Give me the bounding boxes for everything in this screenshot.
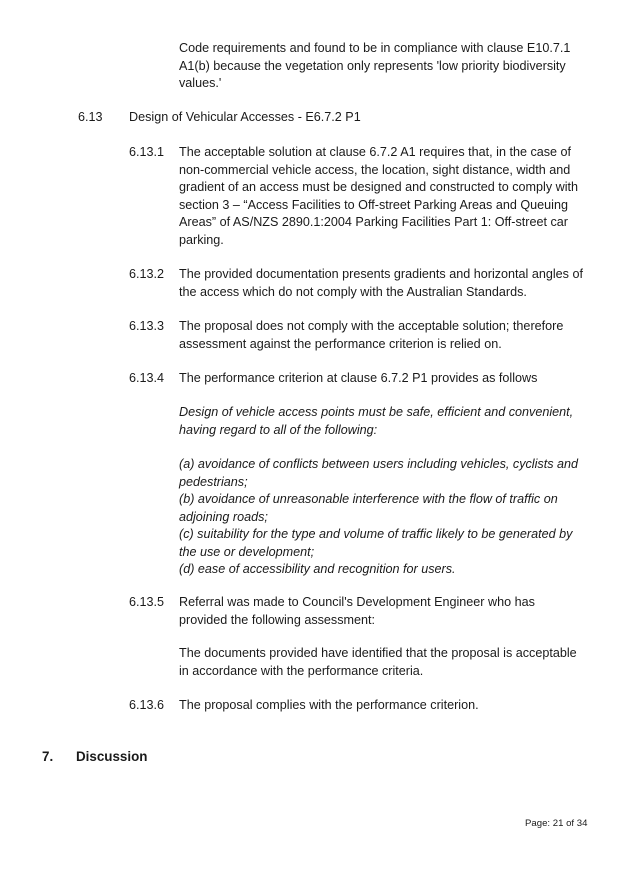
item-number-6-13-2: 6.13.2 [129, 267, 165, 281]
quote-list [179, 456, 583, 579]
section-number: 6.13 [78, 110, 103, 124]
item-number-6-13-1: 6.13.1 [129, 145, 165, 159]
quote-item-b: (b) avoidance of unreasonable interference with the flow of traffic on adjoining roads; [179, 492, 558, 524]
quote-intro: Design of vehicle access points must be safe, efficient and convenient, having regard to all of the following: [179, 405, 574, 437]
item-text-6-13-3: The proposal does not comply with the acceptable solution; therefore assessment against the performance criterion is relied on. [179, 319, 564, 351]
assessment-text: The documents provided have identified that the proposal is acceptable in accordance with the performance criteria. [179, 646, 577, 678]
intro-paragraph [179, 40, 583, 93]
quote-item-a: (a) avoidance of conflicts between users including vehicles, cyclists and pedestrians; [179, 457, 579, 489]
item-number-6-13-5: 6.13.5 [129, 595, 165, 609]
page-number: Page: 21 of 34 [525, 818, 588, 829]
item-text-6-13-4: The performance criterion at clause 6.7.2 P1 provides as follows [179, 371, 538, 385]
item-text-6-13-2: The provided documentation presents gradients and horizontal angles of the access which do not comply with the Australian Standards. [179, 267, 583, 299]
item-text-6-13-1: The acceptable solution at clause 6.7.2 A1 requires that, in the case of non-commercial vehicle access, the location, sight distance, width and gradient of an access must be designed and constructed to comply with section 3 – “Access Facilities to Off-street Parking Areas and Queuing Areas” of AS/NZS 2890.1:2004 Parking Facilities Part 1: Off-street car parking. [179, 145, 579, 247]
section-7-title: Discussion [76, 749, 148, 764]
intro-text: Code requirements and found to be in compliance with clause E10.7.1 A1(b) because the vegetation only represents 'low priority biodiversity values.' [179, 41, 571, 90]
item-text-6-13-6: The proposal complies with the performance criterion. [179, 698, 479, 712]
section-7-number: 7. [42, 749, 54, 764]
item-number-6-13-3: 6.13.3 [129, 319, 165, 333]
item-text-6-13-5: Referral was made to Council's Development Engineer who has provided the following assessment: [179, 595, 535, 627]
item-number-6-13-6: 6.13.6 [129, 698, 165, 712]
section-title: Design of Vehicular Accesses - E6.7.2 P1 [129, 110, 361, 124]
item-number-6-13-4: 6.13.4 [129, 371, 165, 385]
quote-item-d: (d) ease of accessibility and recognition for users. [179, 562, 456, 576]
quote-item-c: (c) suitability for the type and volume of traffic likely to be generated by the use or development; [179, 527, 573, 559]
